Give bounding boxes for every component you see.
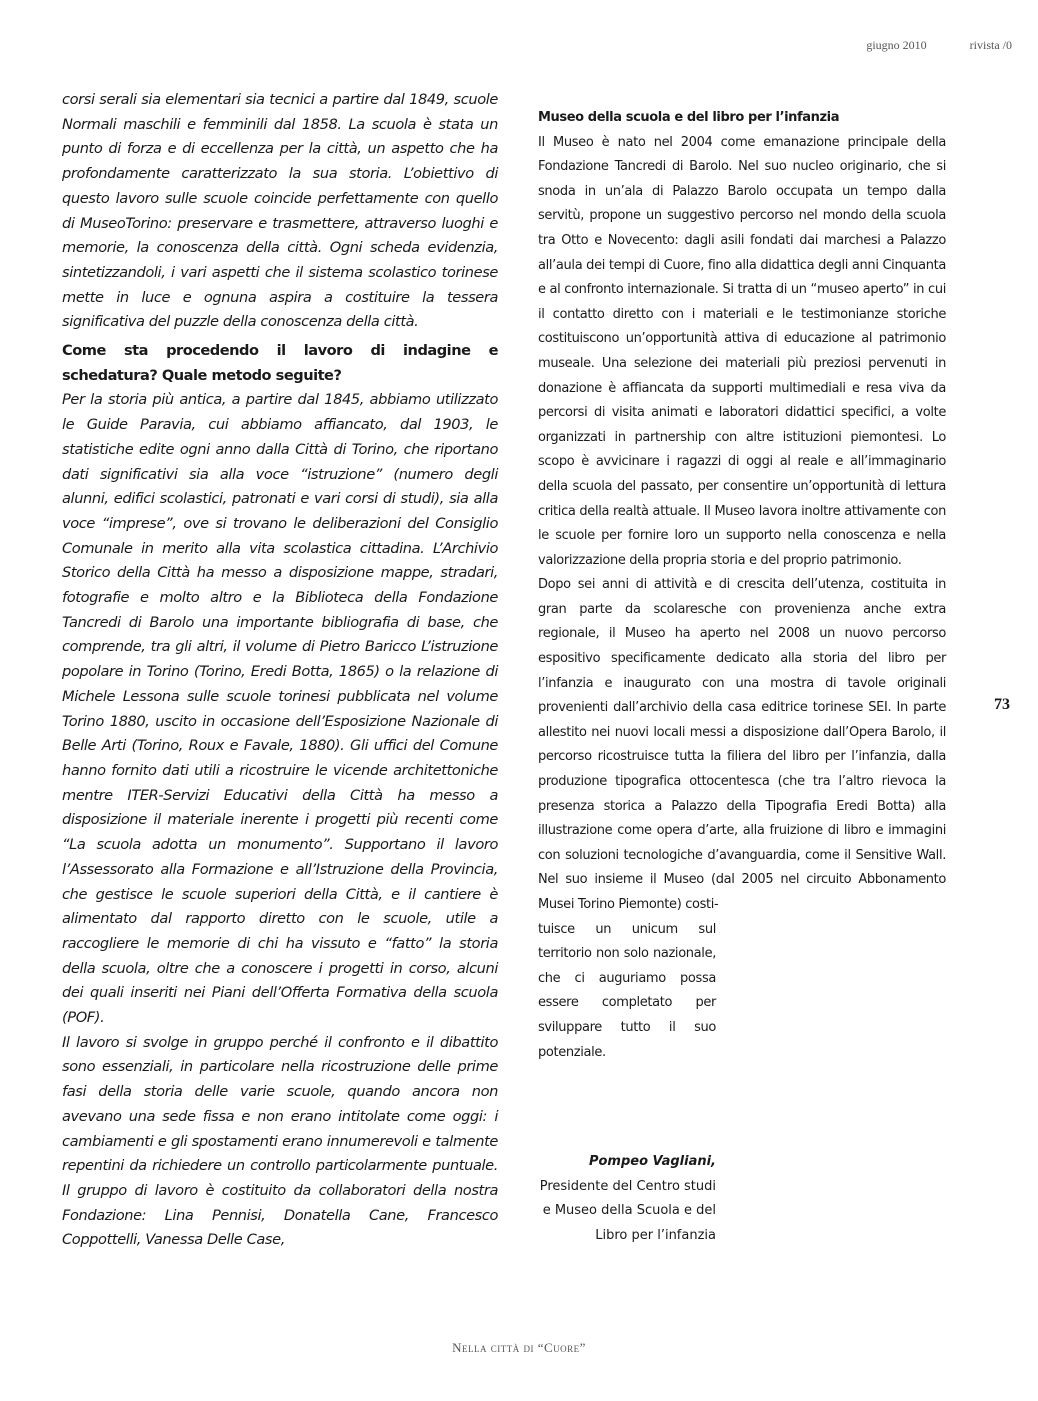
interview-question: Come sta procedendo il lavoro di indagine e schedatura? Quale metodo seguite? [62, 342, 498, 384]
page-footer: Nella città di “Cuore” [452, 1340, 586, 1355]
signature-block [538, 1150, 716, 1248]
page-number: 73 [994, 696, 1010, 713]
answer-paragraph-1: Per la storia più antica, a partire dal 1845, abbiamo utilizzato le Guide Paravia, cui abbiamo affiancato, dal 1903, le statistiche edite ogni anno dalla Città di Torino, che riportano dati significativi sia alla voce “istruzione” (numero degli alunni, edifici scolastici, patronati e vari corsi di studi), sia alla voce “imprese”, ove si trovano le deliberazioni del Consiglio Comunale in merito alla vita scolastica cittadina. L’Archivio Storico della Città ha messo a disposizione mappe, stradari, fotografie e molto altro e la Biblioteca della Fondazione Tancredi di Barolo una importante bibliografia di base, che comprende, tra gli altri, il volume di Pietro Baricco L’istruzione popolare in Torino (Torino, Eredi Botta, 1865) o la relazione di Michele Lessona sulle scuole torinesi pubblicata nel volume Torino 1880, uscito in occasione dell’Esposizione Nazionale di Belle Arti (Torino, Roux e Favale, 1880). Gli uffici del Comune hanno fornito dati utili a ricostruire le vicende architettoniche mentre ITER-Servizi Educativi della Città ha messo a disposizione il materiale inerente i progetti più recenti come “La scuola adotta un monumento”. Supportano il lavoro l’Assessorato alla Formazione e all’Istruzione della Provincia, che gestisce le scuole superiori della Città, e il cantiere è alimentato dal rapporto diretto con le scuole, utile a raccogliere le memorie di chi ha vissuto e “fatto” la storia della scuola, oltre che a conoscere i progetti in corso, alcuni dei quali inseriti nei Piani dell’Offerta Formativa della scuola (POF). [62, 391, 498, 1027]
right-column-box [538, 106, 946, 1065]
intro-paragraph: corsi serali sia elementari sia tecnici a partire dal 1849, scuole Normali maschili e femminili dal 1858. La scuola è stata un punto di forza e di eccellenza per la città, un aspetto che ha profondamente caratterizzato la sua storia. L’obiettivo di questo lavoro sulle scuole coincide perfettamente con quello di MuseoTorino: preservare e trasmettere, attraverso luoghi e memorie, la conoscenza della città. Ogni scheda evidenzia, sintetizzandoli, i vari aspetti che il sistema scolastico torinese mette in luce e ognuna aspira a costituire la tessera significativa del puzzle della conoscenza della città. [62, 91, 498, 331]
box-paragraph-2-continued: tuisce un unicum sul territorio non solo nazionale, che ci auguriamo possa essere completato per sviluppare tutto il suo potenziale. [538, 921, 716, 1060]
page-header [826, 38, 1012, 53]
answer-paragraph-2: Il lavoro si svolge in gruppo perché il confronto e il dibattito sono essenziali, in particolare nella ricostruzione delle prime fasi della storia delle varie scuole, quando ancora non avevano una sede fissa e non erano intitolate come oggi: i cambiamenti e gli spostamenti erano innumerevoli e talmente repentini da richiedere un controllo particolarmente puntuale. Il gruppo di lavoro è costituito da collaboratori della nostra Fondazione: Lina Pennisi, Donatella Cane, Francesco Coppottelli, Vanessa Delle Case, [62, 1033, 498, 1249]
left-column [62, 88, 498, 1253]
box-title: Museo della scuola e del libro per l’infanzia [538, 110, 840, 125]
signature-role: Presidente del Centro studi e Museo della Scuola e del Libro per l’infanzia [539, 1178, 716, 1243]
box-paragraph-1: Il Museo è nato nel 2004 come emanazione principale della Fondazione Tancredi di Barolo. Nel suo nucleo originario, che si snoda in un’ala di Palazzo Barolo occupata un tempo dalla servitù, propone un suggestivo percorso nel mondo della scuola tra Otto e Novecento: dagli asili fondati dai marchesi a Palazzo all’aula dei tempi di Cuore, fino alla didattica degli anni Cinquanta e al confronto internazionale. Si tratta di un “museo aperto” in cui il contatto diretto con i materiali e le testimonianze storiche costituiscono un’opportunità attiva di educazione al patrimonio museale. Una selezione dei materiali più preziosi pervenuti in donazione è affiancata da supporti multimediali e resa viva da percorsi di visita animati e laboratori didattici specifici, a volte organizzati in partnership con altre istituzioni piemontesi. Lo scopo è avvicinare i ragazzi di oggi al reale e all’immaginario della scuola del passato, per consentire un’opportunità di lettura critica della realtà attuale. Il Museo lavora inoltre attivamente con le scuole per fornire loro un supporto nella conoscenza e nella valorizzazione della propria storia e del proprio patrimonio. [538, 134, 946, 568]
signature-name: Pompeo Vagliani, [588, 1154, 716, 1169]
header-date: giugno 2010 [866, 38, 927, 52]
box-paragraph-2: Dopo sei anni di attività e di crescita dell’utenza, costituita in gran parte da scolaresche con provenienza anche extra regionale, il Museo ha aperto nel 2008 un nuovo percorso espositivo specificamente dedicato alla storia del libro per l’infanzia e inaugurato con una mostra di tavole originali provenienti dall’archivio della casa editrice torinese SEI. In parte allestito nei nuovi locali messi a disposizione dall’Opera Barolo, il percorso ricostruisce tutta la filiera del libro per l’infanzia, dalla produzione tipografica ottocentesca (che tra l’altro rievoca la presenza storica a Palazzo della Tipografia Eredi Botta) alla illustrazione come opera d’arte, alla fruizione di libro e immagini con soluzioni tecnologiche d’avanguardia, come il Sensitive Wall. Nel suo insieme il Museo (dal 2005 nel circuito Abbonamento Musei Torino Piemonte) costi- [538, 577, 946, 912]
header-issue: rivista /0 [969, 38, 1012, 52]
